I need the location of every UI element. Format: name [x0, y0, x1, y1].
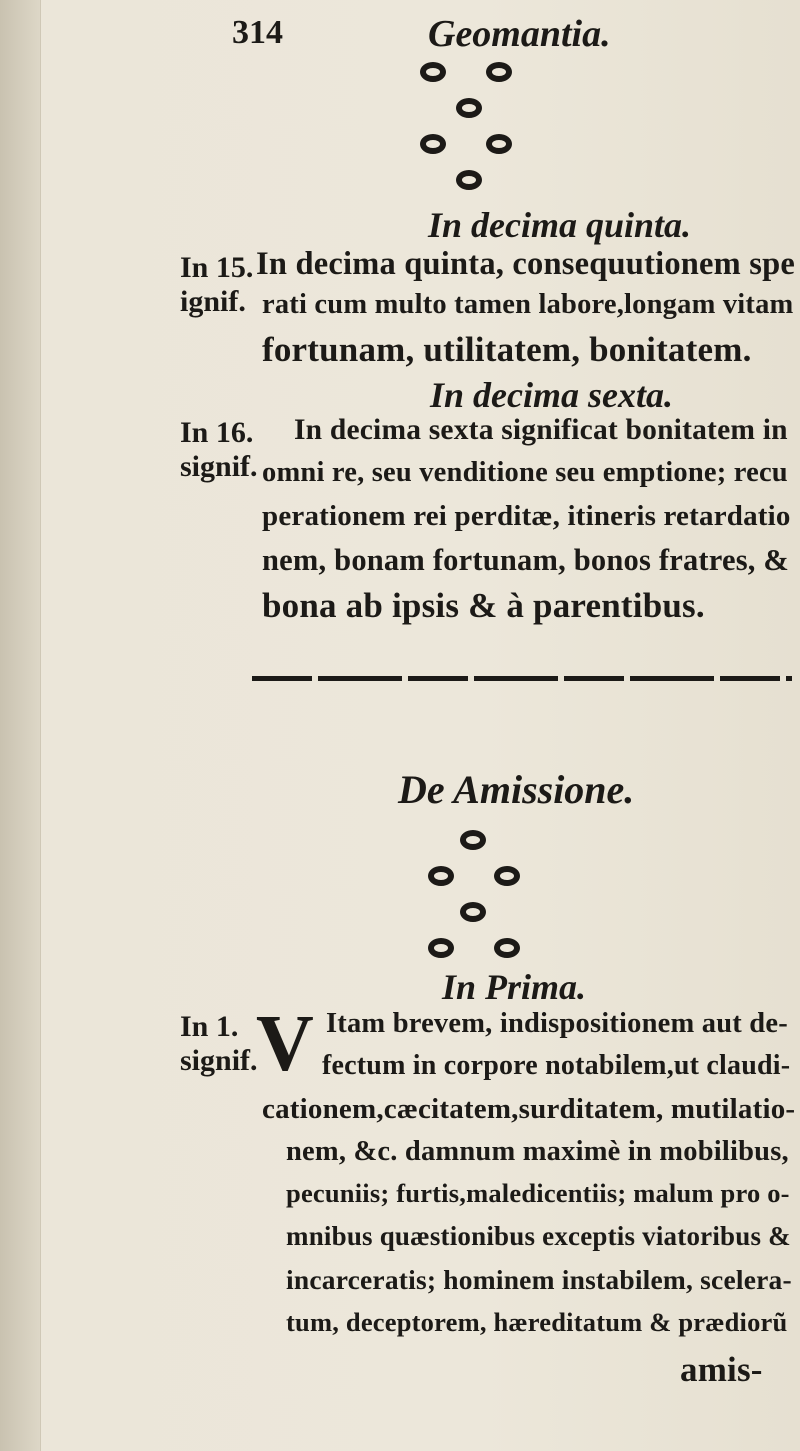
- figure-dot: [420, 62, 446, 82]
- text-line: mnibus quæstionibus exceptis viatoribus &: [286, 1221, 791, 1251]
- text-line: perationem rei perditæ, itineris retardatio: [262, 500, 791, 532]
- text-line: rati cum multo tamen labore,longam vitam: [262, 289, 794, 320]
- figure-dot: [460, 902, 486, 922]
- subheading-decima-sexta: In decima sexta.: [430, 375, 673, 415]
- margin-note-15: [180, 251, 253, 319]
- figure-dot: [494, 866, 520, 886]
- page-number: 314: [232, 14, 283, 51]
- figure-dot: [486, 134, 512, 154]
- margin-note-16: [180, 416, 258, 484]
- text-line: In decima sexta significat bonitatem in: [294, 414, 788, 446]
- text-line: fortunam, utilitatem, bonitatem.: [262, 330, 752, 369]
- margin-note-1: [180, 1010, 258, 1078]
- running-title: Geomantia.: [428, 13, 611, 55]
- text-line: Itam brevem, indispositionem aut de-: [326, 1008, 788, 1039]
- text-line: nem, &c. damnum maximè in mobilibus,: [286, 1136, 789, 1167]
- drop-cap: V: [256, 1000, 314, 1088]
- figure-dot: [428, 938, 454, 958]
- text-line: omni re, seu venditione seu emptione; recu: [262, 457, 788, 488]
- subheading-decima-quinta: In decima quinta.: [428, 205, 692, 245]
- figure-dot: [486, 62, 512, 82]
- margin-note-line: signif.: [180, 1044, 258, 1077]
- page-gutter: [0, 0, 41, 1451]
- text-line: tum, deceptorem, hæreditatum & prædiorũ: [286, 1307, 788, 1337]
- margin-note-line: ignif.: [180, 285, 246, 318]
- section-divider: [252, 676, 792, 681]
- figure-dot: [456, 98, 482, 118]
- text-line: nem, bonam fortunam, bonos fratres, &: [262, 543, 790, 577]
- figure-dot: [428, 866, 454, 886]
- margin-note-line: In 15.: [180, 251, 254, 284]
- section-title-amissione: De Amissione.: [398, 767, 635, 812]
- margin-note-line: In 16.: [180, 416, 254, 449]
- text-line: bona ab ipsis & à parentibus.: [262, 586, 705, 625]
- text-line: fectum in corpore notabilem,ut claudi-: [322, 1050, 791, 1081]
- figure-dot: [420, 134, 446, 154]
- figure-dot: [494, 938, 520, 958]
- figure-dot: [460, 830, 486, 850]
- subheading-in-prima: In Prima.: [442, 967, 587, 1007]
- text-line: pecuniis; furtis,maledicentiis; malum pro o-: [286, 1178, 790, 1208]
- text-line: incarceratis; hominem instabilem, scelera-: [286, 1264, 792, 1295]
- figure-dot: [456, 170, 482, 190]
- margin-note-line: signif.: [180, 450, 258, 483]
- catchword: amis-: [680, 1350, 763, 1389]
- text-line: In decima quinta, consequutionem spe: [256, 246, 796, 282]
- margin-note-line: In 1.: [180, 1010, 239, 1043]
- text-line: cationem,cæcitatem,surditatem, mutilatio-: [262, 1093, 796, 1125]
